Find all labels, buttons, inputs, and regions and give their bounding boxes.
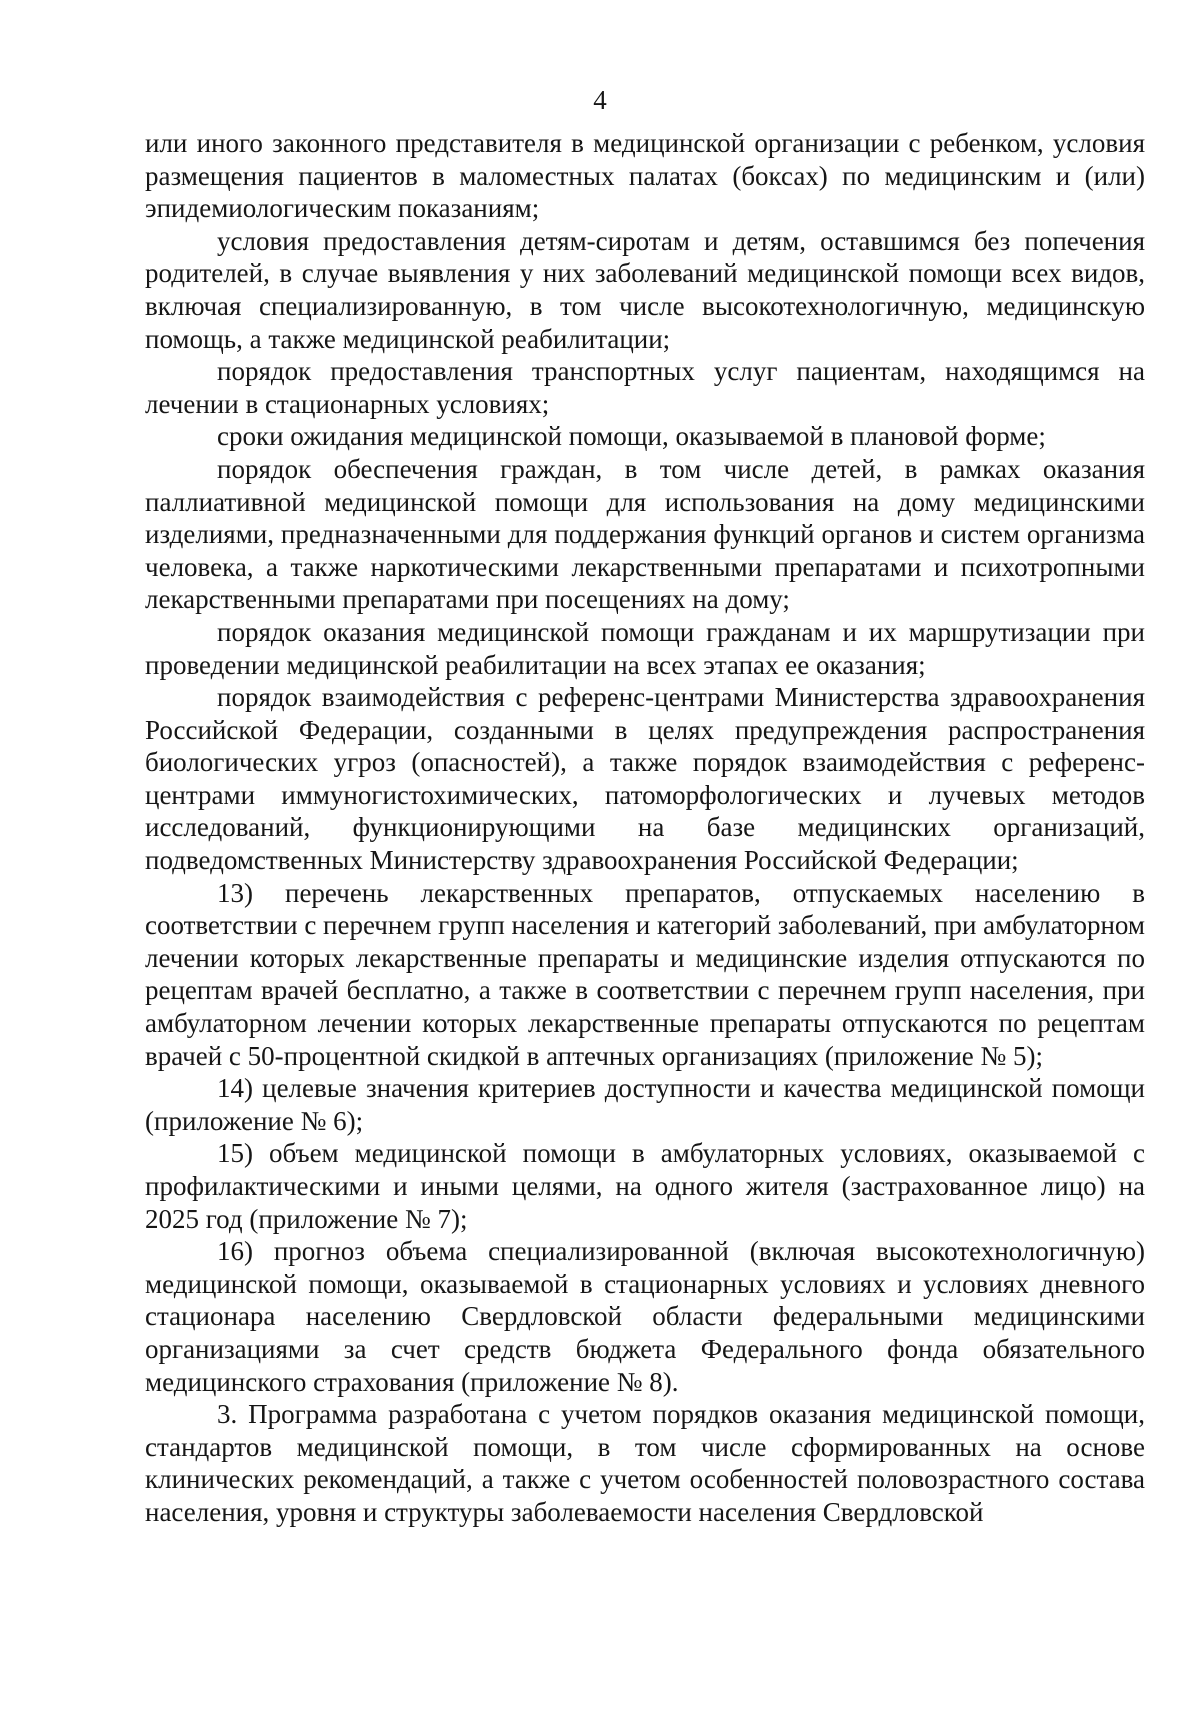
paragraph-transport-services: порядок предоставления транспортных услуг пациентам, находящимся на лечении в стационарных условиях;	[145, 356, 1145, 419]
paragraph-continuation: или иного законного представителя в медицинской организации с ребенком, условия размещения пациентов в маломестных палатах (боксах) по медицинским и (или) эпидемиологическим показаниям;	[145, 128, 1145, 224]
page-number: 4	[593, 85, 607, 115]
document-body	[145, 127, 1145, 1529]
paragraph-section-3: 3. Программа разработана с учетом порядков оказания медицинской помощи, стандартов медицинской помощи, в том числе сформированных на основе клинических рекомендаций, а также с учетом особенностей половозрастного состава населения, уровня и структуры заболеваемости населения Свердловской	[145, 1399, 1145, 1527]
paragraph-item-15: 15) объем медицинской помощи в амбулаторных условиях, оказываемой с профилактическими и иными целями, на одного жителя (застрахованное лицо) на 2025 год (приложение № 7);	[145, 1138, 1145, 1234]
paragraph-reference-centers: порядок взаимодействия с референс-центрами Министерства здравоохранения Российской Федерации, созданными в целях предупреждения распространения биологических угроз (опасностей), а также порядок взаимодействия с референс-центрами иммуногистохимических, патоморфологических и лучевых методов исследований, функционирующими на базе медицинских организаций, подведомственных Министерству здравоохранения Российской Федерации;	[145, 682, 1145, 876]
paragraph-item-16: 16) прогноз объема специализированной (включая высокотехнологичную) медицинской помощи, оказываемой в стационарных условиях и условиях дневного стационара населению Свердловской области федеральными медицинскими организациями за счет средств бюджета Федерального фонда обязательного медицинского страхования (приложение № 8).	[145, 1236, 1145, 1397]
paragraph-orphan-care: условия предоставления детям-сиротам и детям, оставшимся без попечения родителей, в случае выявления у них заболеваний медицинской помощи всех видов, включая специализированную, в том числе высокотехнологичную, медицинскую помощь, а также медицинской реабилитации;	[145, 225, 1145, 354]
paragraph-waiting-times: сроки ожидания медицинской помощи, оказываемой в плановой форме;	[217, 421, 1046, 452]
paragraph-rehabilitation-routing: порядок оказания медицинской помощи гражданам и их маршрутизации при проведении медицинской реабилитации на всех этапах ее оказания;	[145, 616, 1145, 680]
paragraph-item-14: 14) целевые значения критериев доступности и качества медицинской помощи (приложение № 6);	[145, 1073, 1145, 1136]
paragraph-palliative-care: порядок обеспечения граждан, в том числе детей, в рамках оказания паллиативной медицинской помощи для использования на дому медицинскими изделиями, предназначенными для поддержания функций органов и систем организма человека, а также наркотическими лекарственными препаратами и психотропными лекарственными препаратами при посещениях на дому;	[145, 453, 1145, 615]
paragraph-item-13: 13) перечень лекарственных препаратов, отпускаемых населению в соответствии с перечнем групп населения и категорий заболеваний, при амбулаторном лечении которых лекарственные препараты и медицинские изделия отпускаются по рецептам врачей бесплатно, а также в соответствии с перечнем групп населения, при амбулаторном лечении которых лекарственные препараты отпускаются по рецептам врачей с 50-процентной скидкой в аптечных организациях (приложение № 5);	[145, 877, 1145, 1071]
